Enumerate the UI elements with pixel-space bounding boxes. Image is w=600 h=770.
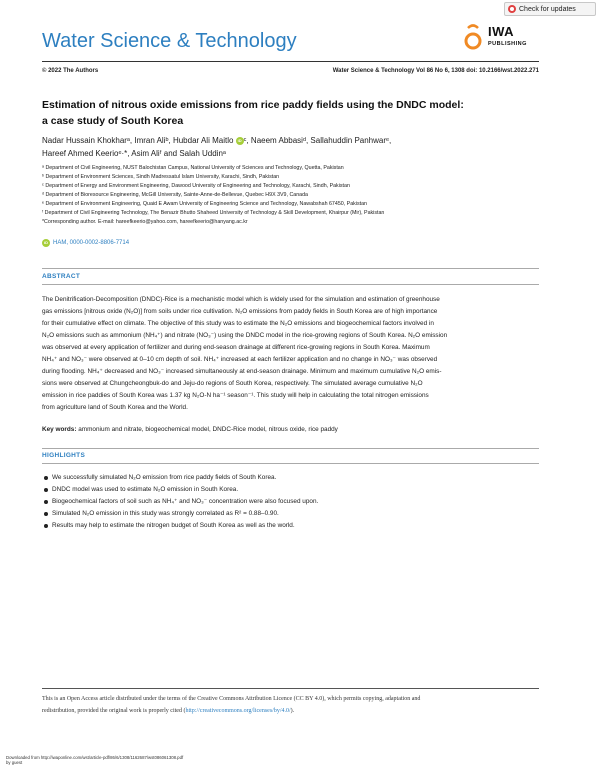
affiliation: ᶠ Department of Civil Engineering Technology, The Benazir Bhutto Shaheed University of Technology & Skill Development, Khairpur (Mir), Pakistan — [42, 210, 385, 216]
download-text: by guest — [6, 760, 23, 765]
crossmark-icon — [508, 5, 516, 13]
license-line: This is an Open Access article distributed under the terms of the Creative Commons Attribution Licence (CC BY 4.0), which permits copying, adaptation and — [42, 696, 421, 702]
keywords-text: ammonium and nitrate, biogeochemical model, DNDC-Rice model, nitrous oxide, rice paddy — [76, 426, 338, 433]
abstract-line: was observed at every application of fertilizer and during end-season drainage at different rice-growing regions in South Korea. Maximum — [42, 344, 430, 351]
citation: Water Science & Technology Vol 86 No 6, 1308 doi: 10.2166/wst.2022.271 — [332, 68, 539, 74]
highlights-list — [42, 472, 539, 532]
license-link[interactable]: http://creativecommons.org/licenses/by/4.0/ — [185, 708, 291, 714]
orcid-text[interactable]: HAM, 0000-0002-8806-7714 — [53, 240, 130, 246]
affiliation: ᵇ Department of Environment Sciences, Sindh Madressatul Islam University, Karachi, Sindh, Pakistan — [42, 174, 280, 180]
highlight-item: Biogeochemical factors of soil such as NH₄⁺ and NO₃⁻ concentration were also focused upon. — [42, 496, 539, 508]
license-line: redistribution, provided the original work is properly cited ( — [42, 708, 186, 714]
highlight-item: DNDC model was used to estimate N₂O emission in South Korea. — [42, 484, 539, 496]
orcid-line[interactable] — [42, 239, 129, 247]
iwa-publishing-logo — [462, 22, 542, 52]
check-for-updates-label: Check for updates — [519, 5, 576, 13]
check-for-updates-button[interactable] — [504, 2, 596, 16]
title-line: a case study of South Korea — [42, 115, 184, 127]
authors-text: Hareef Ahmed Keerioᵉ·*, Asim Aliᶠ and Salah Uddinᵃ — [42, 149, 226, 158]
abstract-line: during flooding. NH₄⁺ decreased and NO₃⁻ increased simultaneously at end-season drainage. Minimum and maximum cumulative N₂O emis- — [42, 368, 442, 375]
abstract-line: sions were observed at Chungcheongbuk-do and Jeju-do regions of South Korea, respectively. The simulated average cumulative N₂O — [42, 380, 423, 387]
affiliation: ᵃ Department of Civil Engineering, NUST Balochistan Campus, National University of Sciences and Technology, Quetta, Pakistan — [42, 165, 344, 171]
footer-rule — [42, 688, 539, 689]
journal-name: Water Science & Technology — [42, 30, 297, 52]
abstract-line: emission in rice paddies of South Korea was 1.37 kg N₂O-N ha⁻¹ season⁻¹. This study will help in calculating the total nitrogen emissions — [42, 392, 429, 399]
affiliation: ᵉ Department of Environment Engineering, Quaid E Awam University of Engineering Science and Technology, Nawabshah 67450, Pakistan — [42, 201, 367, 207]
section-rule — [42, 284, 539, 285]
highlight-item: Results may help to estimate the nitrogen budget of South Korea as well as the world. — [42, 520, 539, 532]
affiliation: ᵈ Department of Bioresource Engineering, McGill University, Sainte-Anne-de-Bellevue, Quebec H9X 3V9, Canada — [42, 192, 308, 198]
abstract-line: The Denitrification-Decomposition (DNDC)-Rice is a mechanistic model which is widely used for the simulation and estimation of greenhouse — [42, 296, 440, 303]
abstract-line: NH₄⁺ and NO₃⁻ were observed at 0–10 cm depth of soil. NH₄⁺ increased at each fertilizer application and no change in NO₃⁻ was observed — [42, 356, 438, 363]
affiliation: ᶜ Department of Energy and Environment Engineering, Dawood University of Engineering and Technology, Karachi, Sindh, Pakistan — [42, 183, 350, 189]
logo-text: IWA — [488, 24, 515, 39]
section-rule — [42, 448, 539, 449]
title-line: Estimation of nitrous oxide emissions from rice paddy fields using the DNDC model: — [42, 99, 464, 111]
copyright: © 2022 The Authors — [42, 68, 99, 74]
header-rule — [42, 61, 539, 62]
author-list — [42, 134, 542, 160]
abstract-line: from agriculture land of South Korea and the World. — [42, 404, 188, 411]
abstract-line: N₂O emissions such as ammonium (NH₄⁺) and nitrate (NO₃⁻) using the DNDC model in the rice-growing regions of South Korea. N₂O emission — [42, 332, 448, 339]
orcid-icon: iD — [44, 240, 48, 245]
paper-title — [42, 97, 542, 129]
iwa-logo-icon — [464, 24, 482, 50]
abstract-line: gas emissions [nitrous oxide (N₂O)] from soils under rice cultivation. N₂O emissions from paddy fields in South Korea are of high importance — [42, 308, 438, 315]
download-notice — [6, 755, 183, 765]
abstract-heading: ABSTRACT — [42, 273, 81, 280]
section-rule — [42, 268, 539, 269]
abstract-body — [42, 294, 539, 414]
authors-text: Nadar Hussain Khokharᵃ, Imran Aliᵇ, Hubdar Ali Maitlo — [42, 136, 236, 145]
keywords-label: Key words: — [42, 426, 77, 433]
highlights-heading: HIGHLIGHTS — [42, 452, 86, 459]
keywords — [42, 426, 539, 433]
logo-subtext: PUBLISHING — [488, 41, 527, 47]
license-note — [42, 693, 539, 717]
license-line: ). — [290, 708, 295, 714]
authors-text: ᶜ, Naeem Abbasiᵈ, Sallahuddin Panhwarᵉ, — [243, 136, 392, 145]
highlight-item: We successfully simulated N₂O emission from rice paddy fields of South Korea. — [42, 472, 539, 484]
corresponding-author: *Corresponding author. E-mail: hareefkeerio@yahoo.com, hareefkeerio@hanyang.ac.kr — [42, 219, 248, 225]
highlight-item: Simulated N₂O emission in this study was strongly correlated as R² = 0.88–0.90. — [42, 508, 539, 520]
abstract-line: for their cumulative effect on climate. The objective of this study was to estimate the N₂O emissions and biogeochemical factors involved in — [42, 320, 434, 327]
download-text: Downloaded from http://iwaponline.com/wst/article-pdf/86/6/1308/1162687/wst086061308.pdf — [6, 755, 184, 760]
section-rule — [42, 463, 539, 464]
orcid-icon[interactable]: iD — [237, 137, 242, 143]
